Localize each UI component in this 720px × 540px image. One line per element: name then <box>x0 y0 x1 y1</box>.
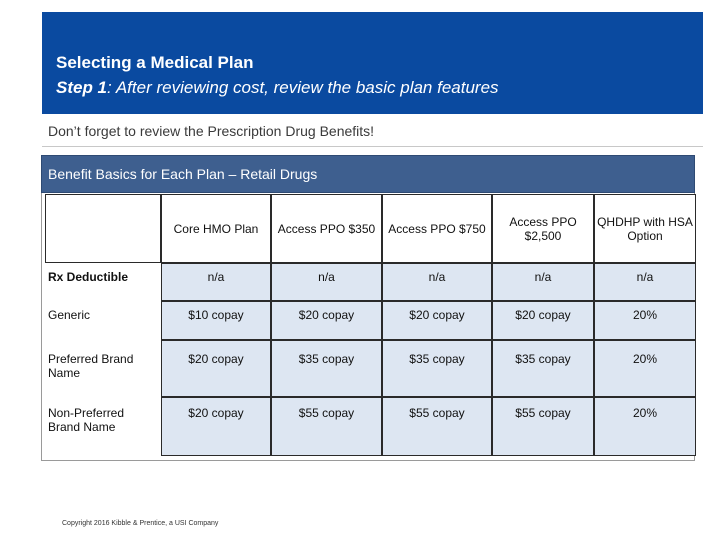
cell-value: n/a <box>428 270 446 284</box>
cell-value: $20 copay <box>409 308 465 322</box>
row-label: Generic <box>48 308 91 322</box>
cell-value: $20 copay <box>515 308 571 322</box>
cell-value: $20 copay <box>188 406 244 420</box>
table-cell <box>492 340 594 397</box>
cell-value: n/a <box>534 270 552 284</box>
row-label: Preferred Brand Name <box>48 352 134 380</box>
table-corner-cell <box>45 194 161 263</box>
column-header: Core HMO Plan <box>161 194 271 263</box>
cell-value: $20 copay <box>298 308 355 322</box>
table-cell <box>161 340 271 397</box>
panel-title: Benefit Basics for Each Plan – Retail Drugs <box>48 166 318 182</box>
row-label: Non-Preferred Brand Name <box>48 406 125 434</box>
divider <box>42 146 703 147</box>
cell-value: $55 copay <box>298 406 355 420</box>
table-cell <box>594 340 696 397</box>
cell-value: $55 copay <box>409 406 465 420</box>
column-header: QHDHP with HSA Option <box>594 194 696 263</box>
row-label: Rx Deductible <box>48 270 129 284</box>
table-cell <box>382 340 492 397</box>
cell-value: 20% <box>632 308 658 322</box>
cell-value: n/a <box>207 270 225 284</box>
column-header: Access PPO $2,500 <box>492 194 594 263</box>
column-header: Access PPO $350 <box>271 194 382 263</box>
copyright-footer: Copyright 2016 Kibble & Prentice, a USI Company <box>62 520 219 527</box>
subtitle-text: : After reviewing cost, review the basic plan features <box>107 78 499 97</box>
cell-value: $10 copay <box>188 308 244 322</box>
table-cell <box>271 340 382 397</box>
cell-value: $55 copay <box>515 406 571 420</box>
column-header: Access PPO $750 <box>382 194 492 263</box>
cell-value: n/a <box>636 270 654 284</box>
cell-value: n/a <box>318 270 335 284</box>
cell-value: $35 copay <box>409 352 465 366</box>
cell-value: 20% <box>632 406 658 420</box>
reminder-text: Don’t forget to review the Prescription Drug Benefits! <box>48 123 375 139</box>
cell-value: $20 copay <box>188 352 244 366</box>
cell-value: $35 copay <box>298 352 355 366</box>
page-title: Selecting a Medical Plan <box>56 53 254 72</box>
page-subtitle <box>56 77 499 99</box>
cell-value: 20% <box>632 352 658 366</box>
subtitle-step: Step 1 <box>56 78 108 97</box>
cell-value: $35 copay <box>515 352 571 366</box>
